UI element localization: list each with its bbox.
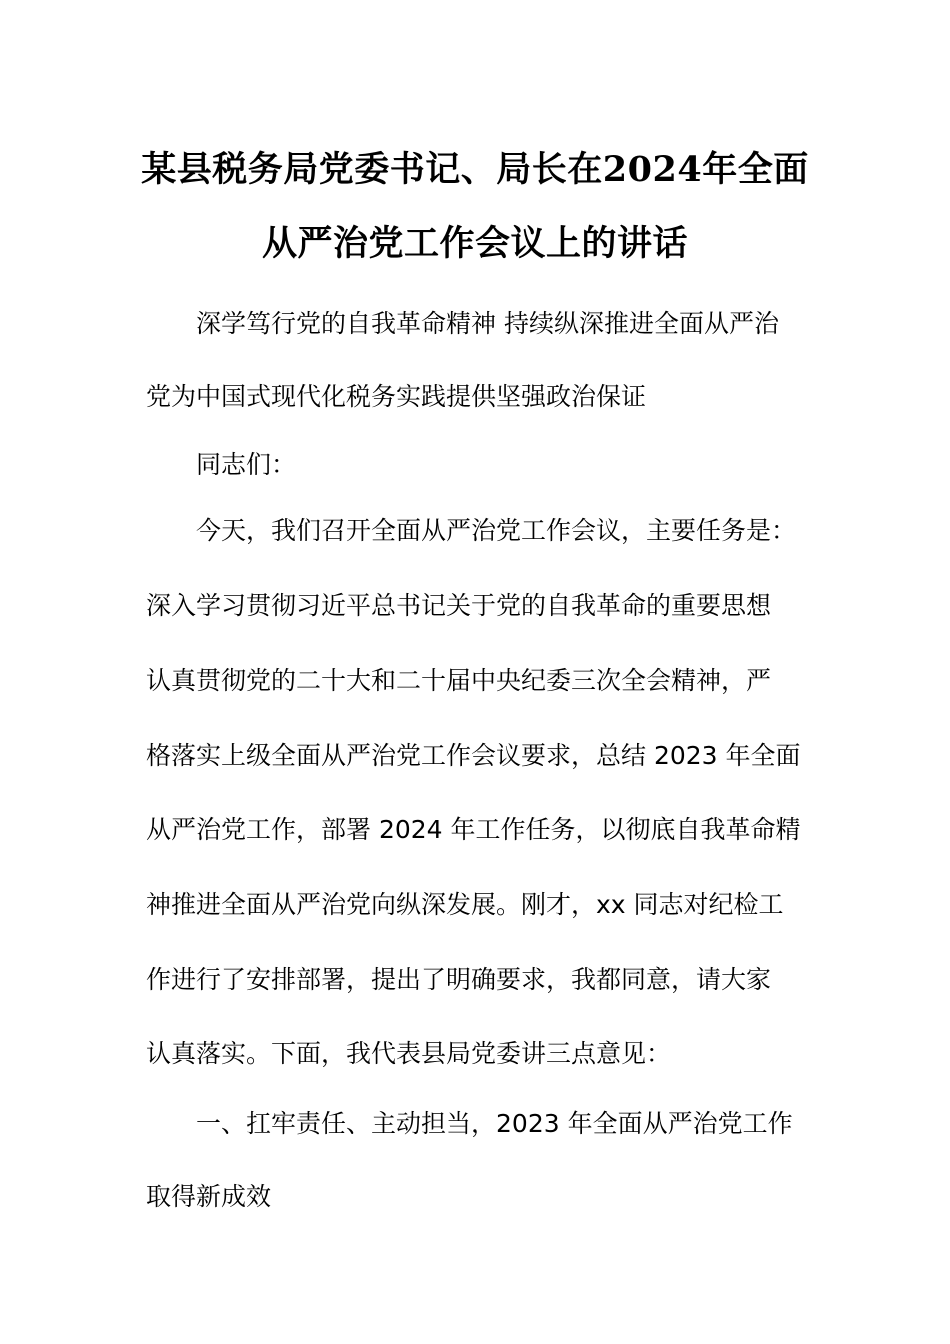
paragraph-1-line-3: 认真贯彻党的二十大和二十届中央纪委三次全会精神，严 <box>146 666 772 695</box>
paragraph-1-line-6: 神推进全面从严治党向纵深发展。刚才，xx 同志对纪检工 <box>146 890 784 919</box>
paragraph-1-line-1: 今天，我们召开全面从严治党工作会议，主要任务是： <box>196 516 797 545</box>
paragraph-1-line-5: 从严治党工作，部署 2024 年工作任务，以彻底自我革命精 <box>146 815 801 844</box>
paragraph-1-line-4: 格落实上级全面从严治党工作会议要求，总结 2023 年全面 <box>146 741 801 770</box>
section-heading-1-line-2: 取得新成效 <box>146 1182 272 1211</box>
paragraph-1-line-2: 深入学习贯彻习近平总书记关于党的自我革命的重要思想 <box>146 591 772 620</box>
paragraph-1-line-7: 作进行了安排部署，提出了明确要求，我都同意，请大家 <box>146 965 772 994</box>
subtitle-line-2: 党为中国式现代化税务实践提供坚强政治保证 <box>146 382 647 411</box>
document-title-line-1: 某县税务局党委书记、局长在2024年全面 <box>141 149 809 190</box>
salutation: 同志们： <box>196 450 297 479</box>
section-heading-1-line-1: 一、扛牢责任、主动担当，2023 年全面从严治党工作 <box>196 1109 793 1138</box>
document-title-line-2: 从严治党工作会议上的讲话 <box>261 223 688 264</box>
paragraph-1-line-8: 认真落实。下面，我代表县局党委讲三点意见： <box>146 1039 672 1068</box>
subtitle-line-1: 深学笃行党的自我革命精神 持续纵深推进全面从严治 <box>196 309 779 338</box>
